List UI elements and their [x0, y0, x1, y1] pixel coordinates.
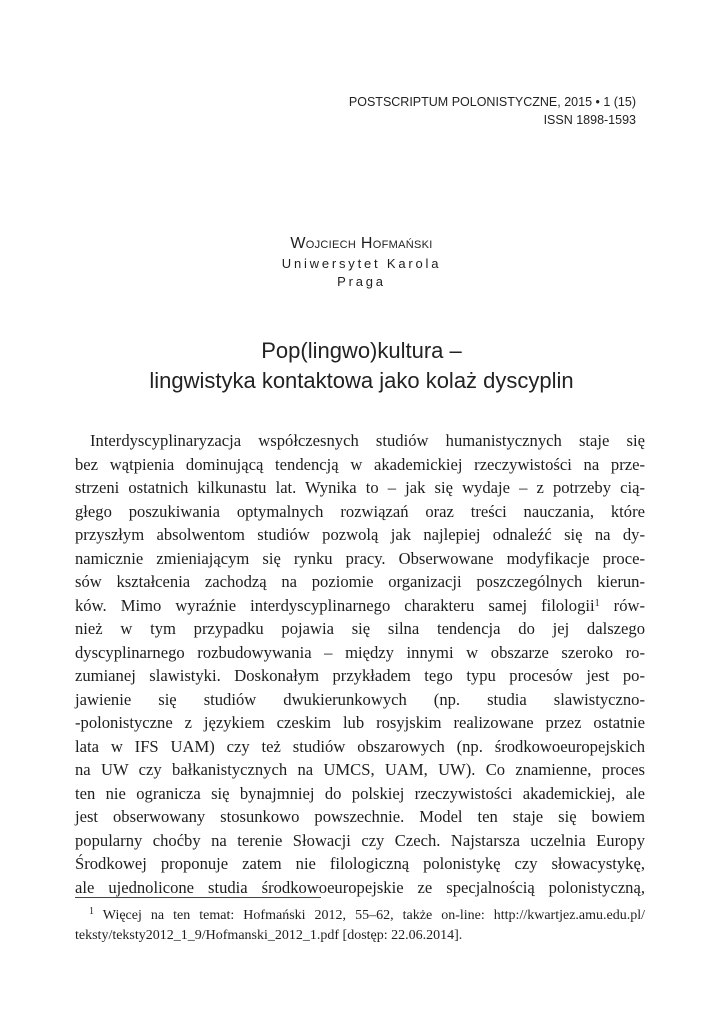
title-line-2: lingwistyka kontaktowa jako kolaż dyscyplin: [149, 368, 574, 393]
author-affiliation: Uniwersytet Karola: [281, 256, 442, 271]
footnote-marker: 1: [89, 906, 94, 917]
author-name: Wojciech Hofmański: [290, 235, 433, 252]
body-line: głego poszukiwania optymalnych rozwiązań oraz treści nauczania, które: [75, 501, 645, 521]
footnote-reference[interactable]: 1: [594, 597, 600, 609]
body-line: lata w IFS UAM) czy też studiów obszarowych (np. środkowoeuropejskich: [75, 736, 645, 756]
issn: ISSN 1898-1593: [543, 113, 636, 127]
author-block: [0, 233, 723, 291]
footnote-text: Więcej na ten temat: Hofmański 2012, 55–62, także on-line: http://kwartjez.amu.edu.pl/: [102, 908, 646, 923]
journal-citation: POSTSCRIPTUM POLONISTYCZNE, 2015 • 1 (15): [348, 95, 636, 109]
body-line: przyszłym absolwentom studiów pozwolą jak najlepiej odnaleźć się na dy-: [75, 525, 645, 544]
body-line: ten nie ogranicza się bynajmniej do polskiej rzeczywistości akademickiej, ale: [75, 783, 645, 803]
author-city: Praga: [337, 274, 386, 289]
body-line-with-footnote: [75, 594, 645, 618]
body-line: bez wątpienia dominującą tendencją w akademickiej rzeczywistości na prze-: [75, 454, 645, 474]
body-line: ale ujednolicone studia środkowoeuropejskie ze specjalnością polonistyczną,: [75, 877, 645, 897]
footnote-line: [75, 906, 645, 926]
body-line-text: ków. Mimo wyraźnie interdyscyplinarnego charakteru samej filologii: [75, 595, 595, 615]
title-line-1: Pop(lingwo)kultura –: [261, 338, 462, 363]
body-line: jest obserwowany stosunkowo powszechnie. Model ten staje się bowiem: [75, 807, 645, 826]
body-line: popularny choćby na terenie Słowacji czy Czech. Najstarsza uczelnia Europy: [75, 830, 645, 850]
body-line: jawienie się studiów dwukierunkowych (np. studia slawistyczno-: [75, 689, 645, 709]
footnote-divider: [75, 897, 321, 898]
journal-header: [349, 93, 636, 129]
body-line: strzeni ostatnich kilkunastu lat. Wynika to – jak się wydaje – z potrzeby cią-: [75, 478, 645, 497]
body-line: sów kształcenia zachodzą na poziomie organizacji poszczególnych kierun-: [75, 572, 645, 591]
footnote-line: teksty/teksty2012_1_9/Hofmanski_2012_1.pdf [dostęp: 22.06.2014].: [75, 928, 463, 943]
footnote: [75, 906, 645, 946]
body-line: zumianej slawistyki. Doskonałym przykładem tego typu procesów jest po-: [75, 666, 645, 685]
article-title: [0, 336, 723, 396]
body-line: Środkowej proponuje zatem nie filologiczną polonistykę czy słowacystykę,: [75, 854, 645, 873]
body-line: dyscyplinarnego rozbudowywania – między innymi w obszarze szeroko ro-: [75, 642, 645, 662]
body-line-tail: rów-: [613, 595, 646, 615]
body-line: namicznie zmieniającym się rynku pracy. Obserwowane modyfikacje proce-: [75, 548, 645, 568]
body-line: Interdyscyplinaryzacja współczesnych studiów humanistycznych staje się: [90, 431, 645, 450]
body-text: [75, 429, 645, 899]
body-line: nież w tym przypadku pojawia się silna tendencja do jej dalszego: [75, 619, 645, 638]
body-line: na UW czy bałkanistycznych na UMCS, UAM, UW). Co znamienne, proces: [75, 760, 645, 779]
body-line: -polonistyczne z językiem czeskim lub rosyjskim realizowane przez ostatnie: [75, 713, 645, 732]
